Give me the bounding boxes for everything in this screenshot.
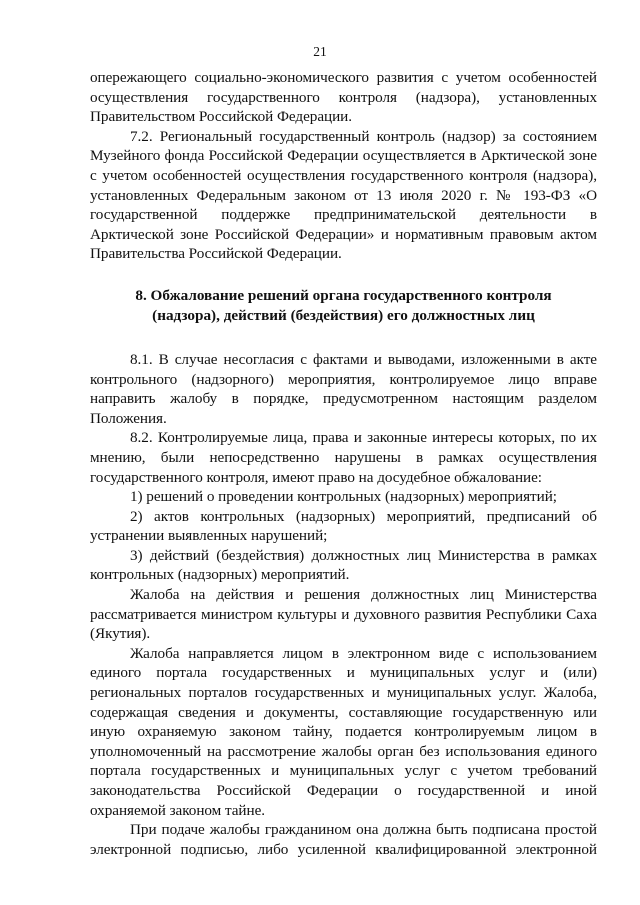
- paragraph-continuation: опережающего социально-экономического развития с учетом особенностей осуществления государственного контроля (надзора), установленных Правительством Российской Федерации.: [90, 69, 597, 126]
- section-heading: [90, 286, 597, 326]
- list-item-2: 2) актов контрольных (надзорных) мероприятий, предписаний об устранении выявленных нарушений;: [90, 507, 597, 545]
- paragraph-complaint-review: Жалоба на действия и решения должностных лиц Министерства рассматривается министром культуры и духовного развития Республики Саха (Якутия).: [90, 586, 597, 643]
- paragraph-8-1: 8.1. В случае несогласия с фактами и выводами, изложенными в акте контрольного (надзорного) мероприятия, контролируемое лицо вправе направить жалобу в порядке, предусмотренном настоящим разделом Положения.: [90, 350, 597, 427]
- paragraph-complaint-submission: Жалоба направляется лицом в электронном виде с использованием единого портала государственных и муниципальных услуг и (или) региональных порталов государственных и муниципальных услуг. Жалоба, содержащая сведения и документы, составляющие государственную или иную охраняемую законом тайну, подается контролируемым лицом в уполномоченный на рассмотрение жалобы орган без использования единого портала государственных и муниципальных услуг с учетом требований законодательства Российской Федерации о государственной и иной охраняемой законом тайне.: [90, 644, 597, 819]
- paragraph-8-2: 8.2. Контролируемые лица, права и законные интересы которых, по их мнению, были непосредственно нарушены в рамках осуществления государственного контроля, имеют право на досудебное обжалование:: [90, 429, 597, 486]
- section-heading-line-2: (надзора), действий (бездействия) его должностных лиц: [152, 306, 535, 324]
- list-item-3: 3) действий (бездействия) должностных лиц Министерства в рамках контрольных (надзорных) мероприятий.: [90, 546, 597, 584]
- section-heading-line-1: 8. Обжалование решений органа государственного контроля: [135, 286, 552, 304]
- paragraph-7-2: 7.2. Региональный государственный контроль (надзор) за состоянием Музейного фонда Российской Федерации осуществляется в Арктической зоне с учетом особенностей осуществления государственного контроля (надзора), установленных Федеральным законом от 13 июля 2020 г. № 193-ФЗ «О государственной поддержке предпринимательской деятельности в Арктической зоне Российской Федерации» и нормативным правовым актом Правительства Российской Федерации.: [90, 127, 597, 263]
- list-item-1: 1) решений о проведении контрольных (надзорных) мероприятий;: [130, 488, 557, 506]
- paragraph-signature: При подаче жалобы гражданином она должна быть подписана простой электронной подписью, либо усиленной квалифицированной электронной: [90, 821, 597, 858]
- page-number: 21: [313, 44, 327, 59]
- document-body: [90, 68, 597, 859]
